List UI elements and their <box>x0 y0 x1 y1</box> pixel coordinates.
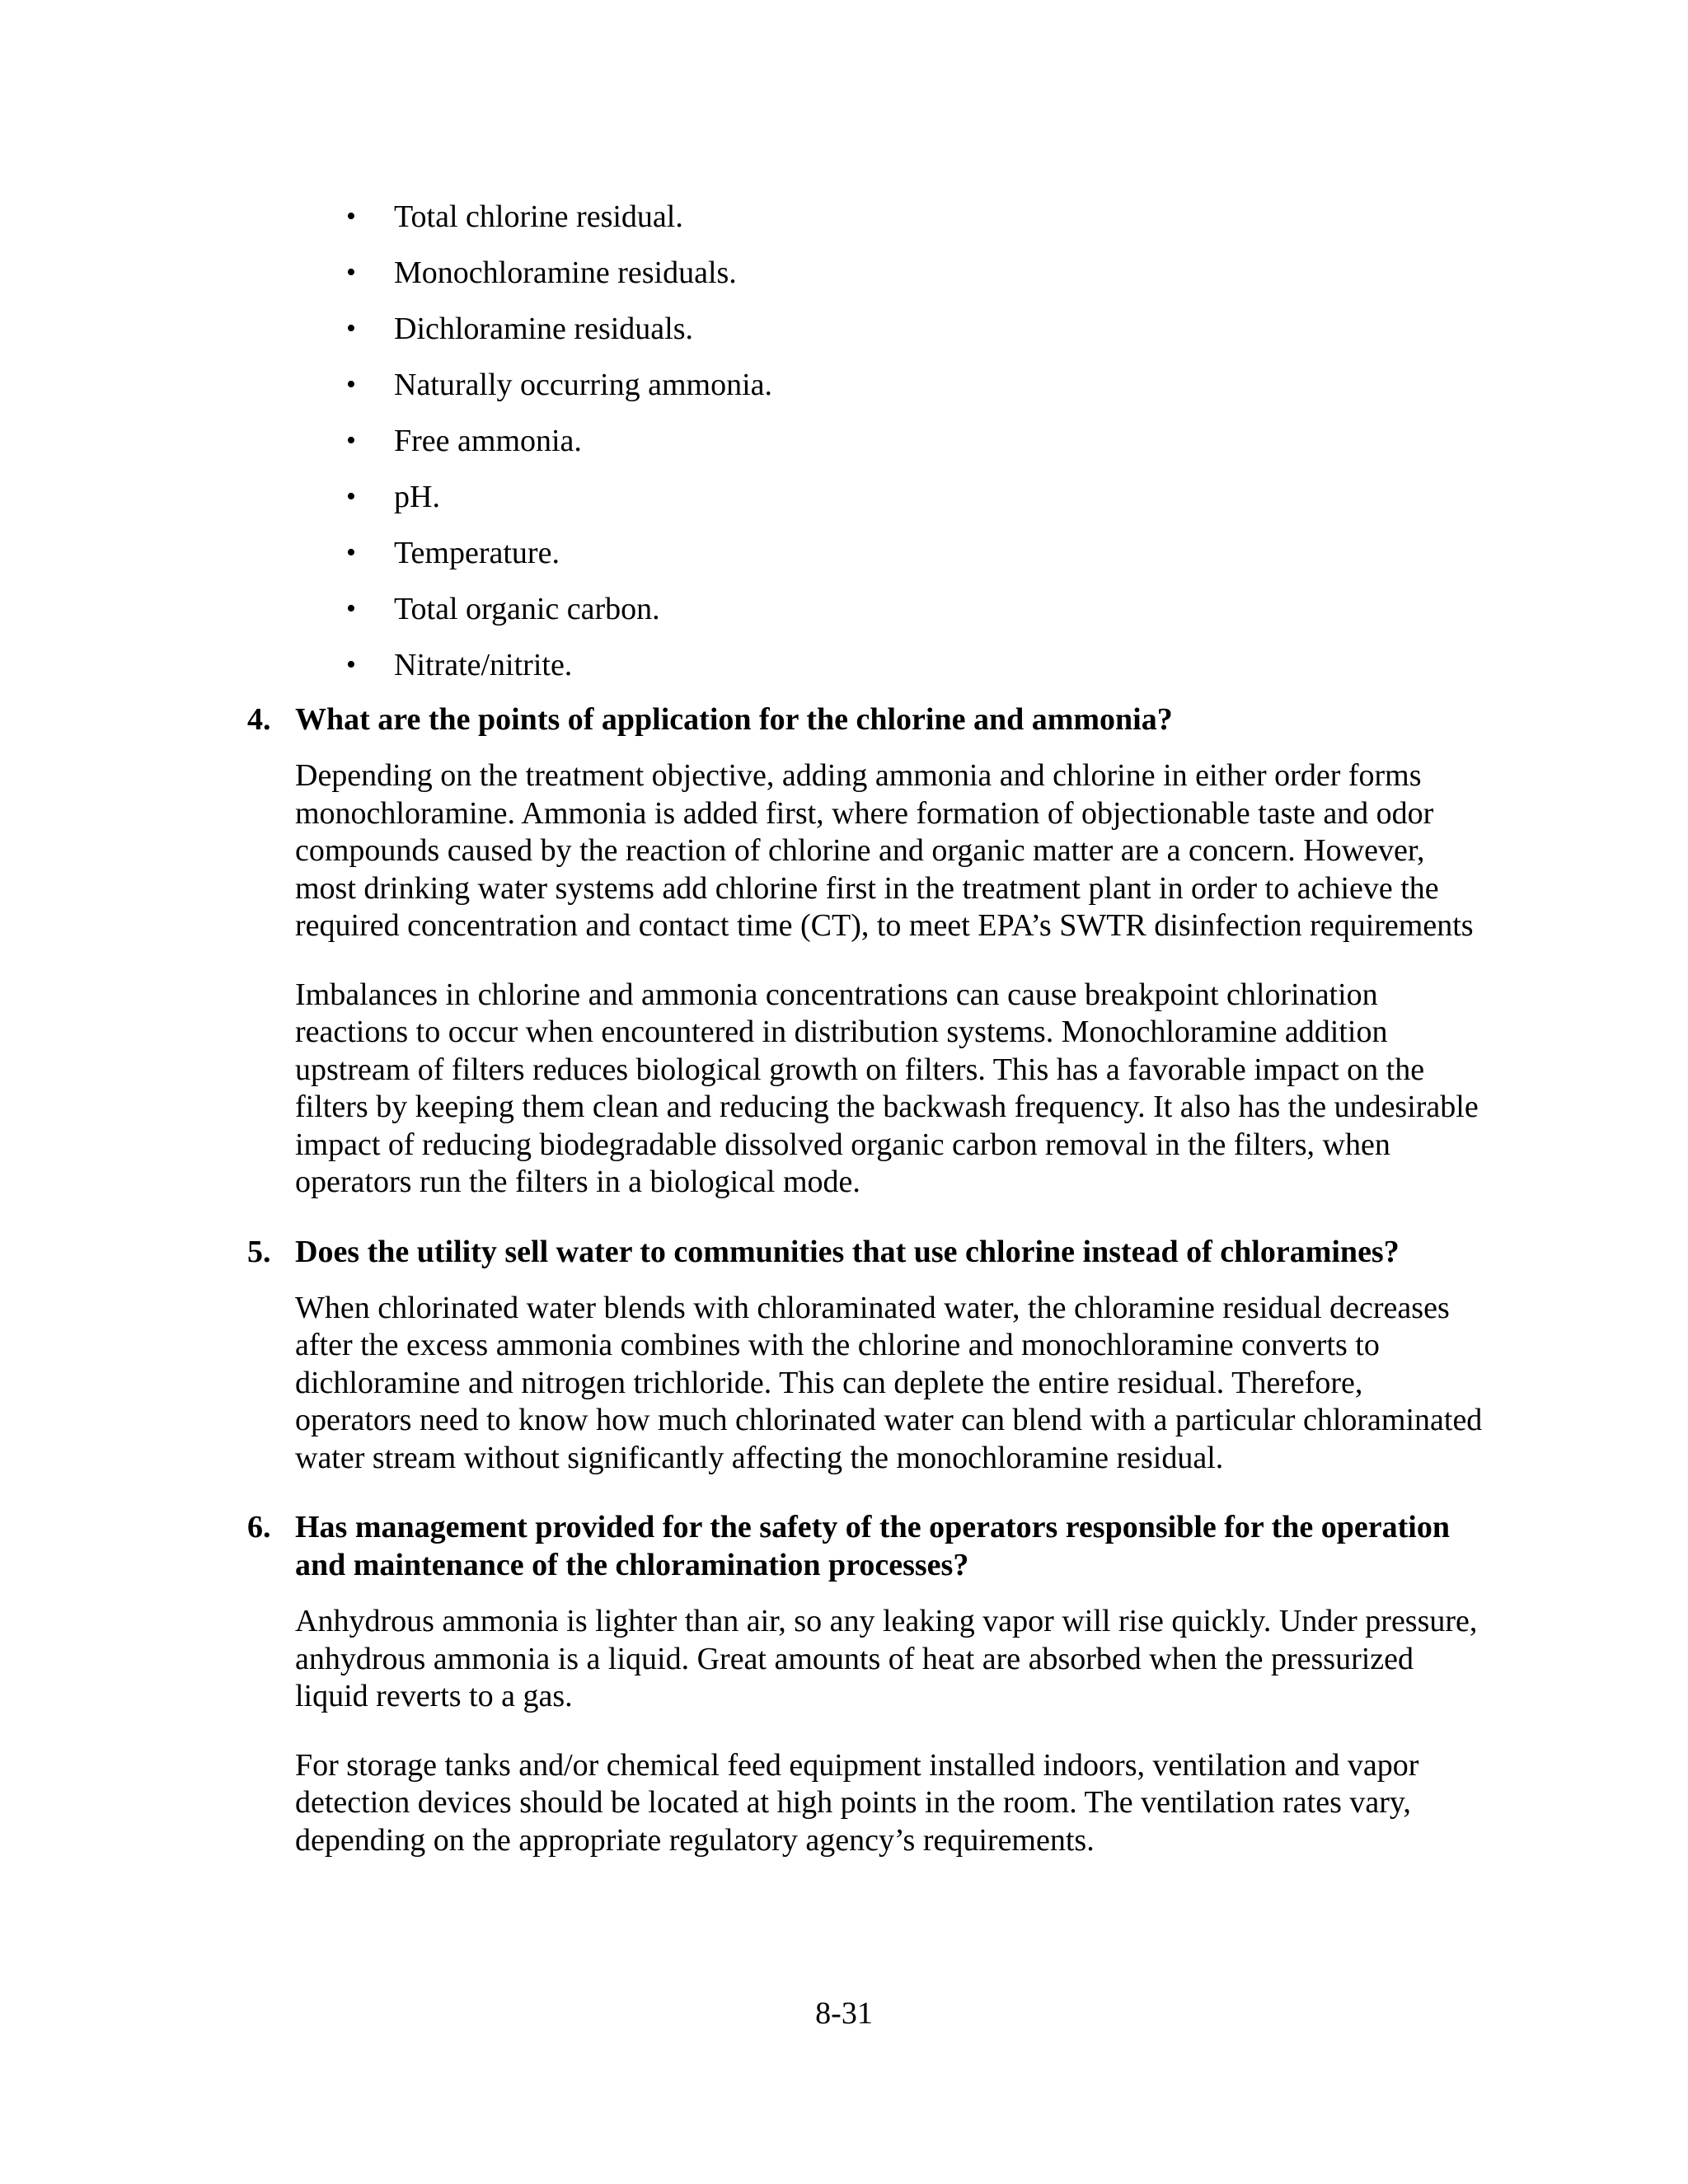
question-6-paragraph-2: For storage tanks and/or chemical feed equipment installed indoors, ventilation and vapor detection devices should be located at high points in the room. The ventilation rates vary, depending on the appropriate regulatory agency’s requirements. <box>295 1747 1419 1858</box>
list-item: • Free ammonia. <box>346 424 582 458</box>
bullet-icon: • <box>346 425 356 456</box>
question-6-paragraph-1: Anhydrous ammonia is lighter than air, so any leaking vapor will rise quickly. Under pressure, anhydrous ammonia is a liquid. Great amounts of heat are absorbed when the pressurized liquid reverts to a gas. <box>295 1604 1478 1713</box>
question-title: Has management provided for the safety of the operators responsible for the operation and maintenance of the chloramination processes? <box>295 1510 1450 1582</box>
bullet-icon: • <box>346 257 356 288</box>
bullet-icon: • <box>346 649 356 680</box>
question-4-heading <box>247 701 1484 738</box>
list-item: • pH. <box>346 480 440 514</box>
bullet-icon: • <box>346 593 356 624</box>
bullet-icon: • <box>346 201 356 232</box>
page-number: 8-31 <box>815 1996 873 2031</box>
bullet-icon: • <box>346 537 356 568</box>
bullet-icon: • <box>346 481 356 512</box>
question-number: 4. <box>247 702 271 737</box>
question-5-paragraph-1: When chlorinated water blends with chloraminated water, the chloramine residual decreases after the excess ammonia combines with the chlorine and monochloramine converts to dichloramine and nitrogen trichloride. This can deplete the entire residual. Therefore, operators need to know how much chlorinated water can blend with a particular chloraminated water stream without significantly affecting the monochloramine residual. <box>295 1290 1483 1475</box>
question-number: 6. <box>247 1510 271 1544</box>
list-item: • Temperature. <box>346 536 560 570</box>
list-item: • Total organic carbon. <box>346 592 660 626</box>
list-item: • Naturally occurring ammonia. <box>346 368 773 402</box>
question-4-paragraph-2: Imbalances in chlorine and ammonia concentrations can cause breakpoint chlorination reactions to occur when encountered in distribution systems. Monochloramine addition upstream of filters reduces biological growth on filters. This has a favorable impact on the filters by keeping them clean and reducing the backwash frequency. It also has the undesirable impact of reducing biodegradable dissolved organic carbon removal in the filters, when operators run the filters in a biological mode. <box>295 977 1479 1199</box>
list-item: • Dichloramine residuals. <box>346 312 694 346</box>
question-6-heading <box>247 1508 1484 1584</box>
bullet-icon: • <box>346 313 356 344</box>
list-item: • Monochloramine residuals. <box>346 255 737 290</box>
list-item: • Total chlorine residual. <box>346 199 683 234</box>
question-title: Does the utility sell water to communities that use chlorine instead of chloramines? <box>295 1234 1400 1269</box>
bullet-icon: • <box>346 369 356 400</box>
question-title: What are the points of application for the chlorine and ammonia? <box>295 702 1173 737</box>
parameter-bullet-list <box>247 198 1484 684</box>
page-content <box>247 198 1484 1891</box>
question-4-paragraph-1: Depending on the treatment objective, adding ammonia and chlorine in either order forms monochloramine. Ammonia is added first, where formation of objectionable taste and odor compounds caused by the reaction of chlorine and organic matter are a concern. However, most drinking water systems add chlorine first in the treatment plant in order to achieve the required concentration and contact time (CT), to meet EPA’s SWTR disinfection requirements <box>295 758 1474 943</box>
list-item: • Nitrate/nitrite. <box>346 648 573 682</box>
question-number: 5. <box>247 1234 271 1269</box>
question-5-heading <box>247 1233 1484 1271</box>
